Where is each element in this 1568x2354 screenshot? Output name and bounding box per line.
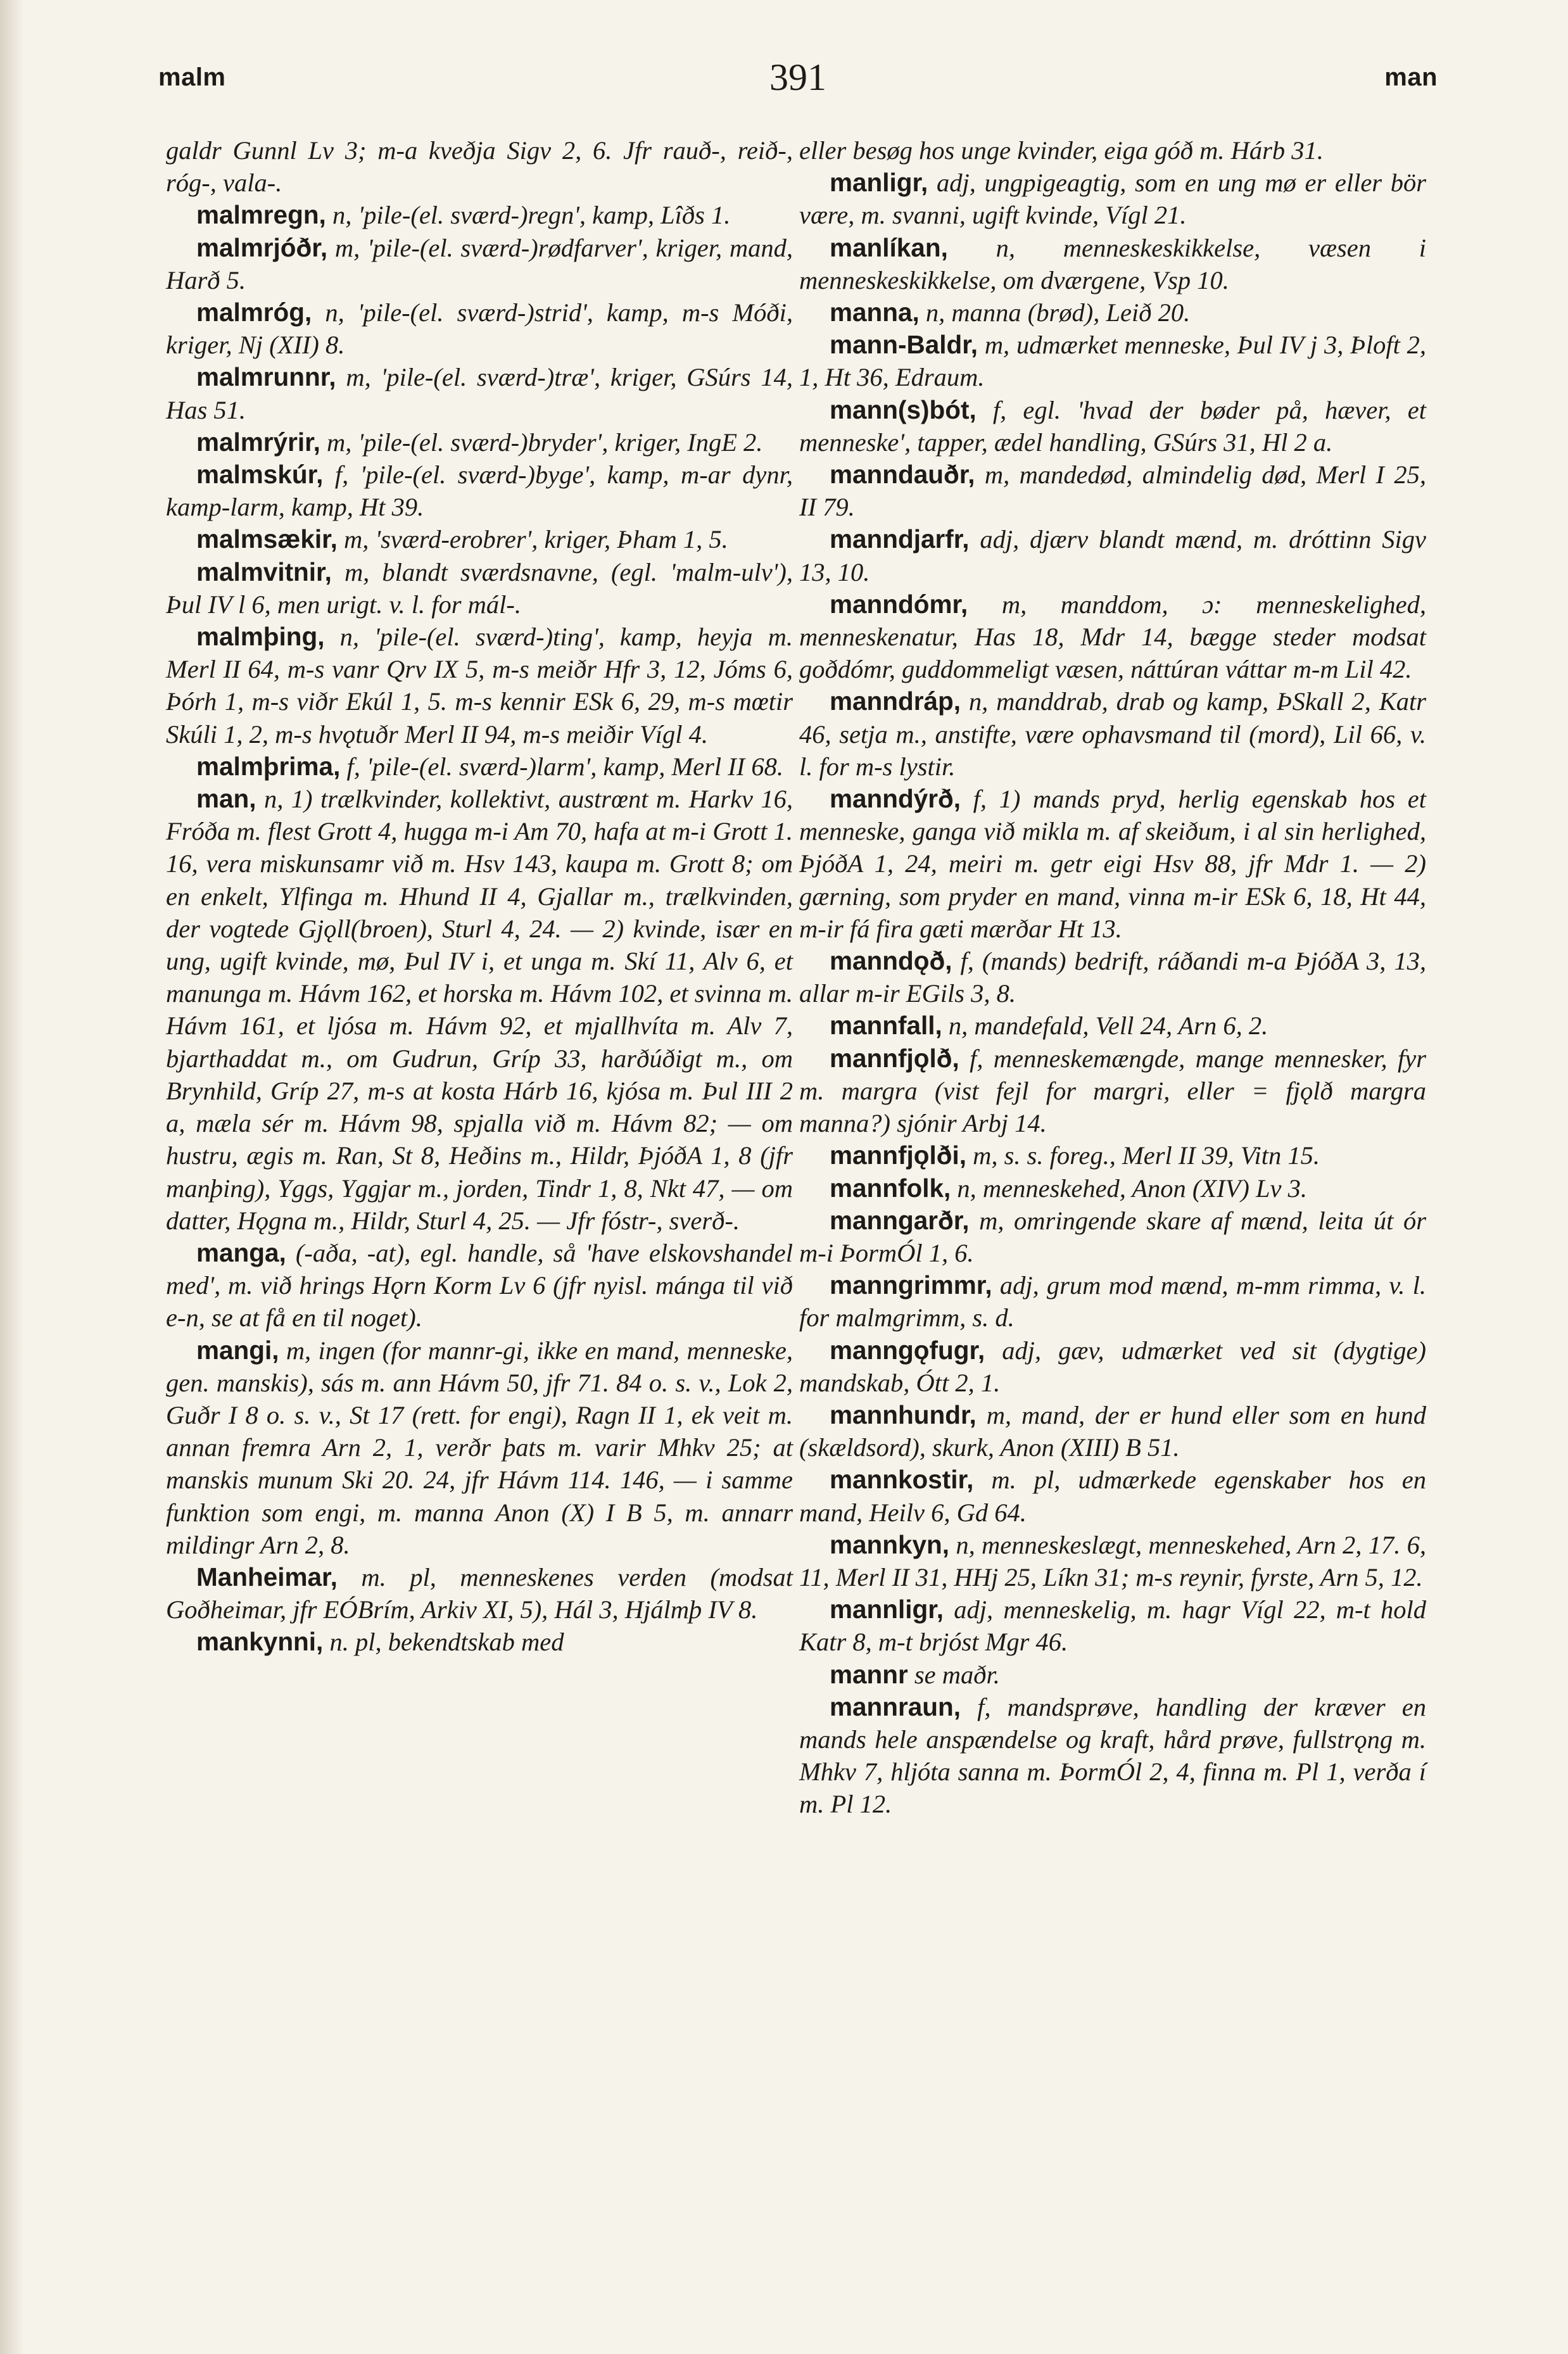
- entry-headword: malmvitnir,: [196, 557, 332, 586]
- entry-headword: mann-Baldr,: [830, 330, 978, 360]
- entry-body: n, menneskehed, Anon (XIV) Lv 3.: [957, 1174, 1307, 1203]
- dictionary-entry: [799, 459, 1426, 523]
- entry-headword: mankynni,: [196, 1627, 324, 1657]
- entry-body: m, 'pile-(el. sværd-)rødfarver', kriger, mand, Harð 5.: [166, 233, 793, 294]
- dictionary-entry: [799, 1399, 1426, 1464]
- dictionary-entry: [799, 134, 1426, 167]
- entry-body: m. pl, udmærkede egenskaber hos en mand, Heilv 6, Gd 64.: [799, 1465, 1426, 1527]
- entry-body: m, omringende skare af mænd, leita út ór m-i ÞormÓl 1, 6.: [799, 1206, 1426, 1267]
- entry-headword: manga,: [196, 1237, 286, 1267]
- entry-headword: mannfolk,: [830, 1173, 951, 1203]
- entry-body: m, 'pile-(el. sværd-)træ', kriger, GSúrs 14, Has 51.: [166, 363, 793, 424]
- entry-body: n, mandefald, Vell 24, Arn 6, 2.: [948, 1011, 1268, 1041]
- dictionary-entry: [166, 783, 793, 1237]
- entry-headword: manngǫfugr,: [830, 1335, 985, 1365]
- entry-headword: manndjarfr,: [830, 524, 970, 554]
- entry-headword: manngrimmr,: [830, 1270, 992, 1300]
- dictionary-entry: [799, 523, 1426, 588]
- dictionary-entry: [166, 750, 793, 783]
- entry-headword: mannfjǫlð,: [830, 1043, 959, 1073]
- dictionary-entry: [166, 426, 793, 459]
- dictionary-entry: [799, 394, 1426, 459]
- dictionary-entry: [799, 1042, 1426, 1140]
- entry-body: galdr Gunnl Lv 3; m-a kveðja Sigv 2, 6. Jfr rauð-, reið-, róg-, vala-.: [166, 136, 793, 198]
- entry-headword: manlíkan,: [830, 232, 948, 262]
- entry-headword: malmrjóðr,: [196, 232, 328, 262]
- dictionary-entry: [166, 556, 793, 621]
- right-running-headword: man: [1384, 63, 1438, 91]
- entry-headword: Manheimar,: [196, 1562, 338, 1591]
- dictionary-entry: [799, 685, 1426, 783]
- entry-body: f, 'pile-(el. sværd-)larm', kamp, Merl II 68.: [346, 752, 784, 781]
- entry-body: adj, grum mod mænd, m-mm rimma, v. l. for malmgrimm, s. d.: [799, 1271, 1427, 1332]
- dictionary-entry: [166, 1334, 793, 1561]
- dictionary-entry: [799, 945, 1426, 1009]
- entry-body: se maðr.: [914, 1660, 1000, 1689]
- entry-body: f, (mands) bedrift, ráðandi m-a ÞjóðA 3, 13, allar m-ir EGils 3, 8.: [799, 947, 1427, 1008]
- entry-headword: malmsækir,: [196, 524, 338, 554]
- entry-headword: malmþing,: [196, 622, 325, 652]
- entry-headword: malmþrima,: [196, 751, 341, 781]
- dictionary-entry: [166, 134, 793, 199]
- entry-body: n, 'pile-(el. sværd-)regn', kamp, Lîðs 1.: [332, 201, 731, 230]
- left-column: [166, 134, 793, 1659]
- entry-body: m, mandedød, almindelig død, Merl I 25, II 79.: [799, 460, 1426, 522]
- entry-body: adj, menneskelig, m. hagr Vígl 22, m-t hold Katr 8, m-t brjóst Mgr 46.: [799, 1595, 1426, 1657]
- dictionary-entry: [166, 296, 793, 361]
- entry-body: n, 1) trælkvinder, kollektivt, austrœnt m. Harkv 16, Fróða m. flest Grott 4, hugga m-i Am 70, hafa at m-i Grott 1. 16, vera miskunsamr við m. Hsv 143, kaupa m. Grott 8; om en enkelt, Ylfinga m. Hhund II 4, Gjallar m., trælkvinden, der vogtede Gjǫll(broen), Sturl 4, 24. — 2) kvinde, især en ung, ugift kvinde, mø, Þul IV i, et unga m. Skí 11, Alv 6, et manunga m. Hávm 162, et horska m. Hávm 102, et svinna m. Hávm 161, et ljósa m. Hávm 92, et mjallhvíta m. Alv 7, bjarthaddat m., om Gudrun, Gríp 33, harðúðigt m., om Brynhild, Gríp 27, m-s at kosta Hárb 16, kjósa m. Þul III 2 a, mæla sér m. Hávm 98, spjalla við m. Hávm 82; — om hustru, ægis m. Ran, St 8, Heðins m., Hildr, ÞjóðA 1, 8 (jfr manþing), Yggs, Yggjar m., jorden, Tindr 1, 8, Nkt 47, — om datter, Hǫgna m., Hildr, Sturl 4, 25. — Jfr fóstr-, sverð-.: [166, 785, 793, 1235]
- dictionary-entry: [166, 523, 793, 555]
- entry-body: m, 'sværd-erobrer', kriger, Þham 1, 5.: [344, 525, 728, 554]
- entry-body: f, 1) mands pryd, herlig egenskab hos et menneske, ganga við mikla m. af skeiðum, i al sin herlighed, ÞjóðA 1, 24, meiri m. getr eigi Hsv 88, jfr Mdr 1. — 2) gærning, som pryder en mand, vinna m-ir ESk 6, 18, Ht 44, m-ir fá fira gæti mærðar Ht 13.: [799, 785, 1427, 943]
- entry-body: f, menneskemængde, mange mennesker, fyr m. margra (vist fejl for margri, eller = fjǫlð margra manna?) sjónir Arbj 14.: [799, 1044, 1426, 1138]
- entry-body: m, 'pile-(el. sværd-)bryder', kriger, IngE 2.: [327, 427, 763, 457]
- dictionary-entry: [799, 1593, 1426, 1658]
- entry-body: n, 'pile-(el. sværd-)strid', kamp, m-s Móði, kriger, Nj (XII) 8.: [166, 298, 793, 360]
- left-running-headword: malm: [158, 63, 226, 91]
- entry-headword: mangi,: [196, 1335, 279, 1365]
- dictionary-entry: [799, 1334, 1426, 1399]
- entry-body: adj, ungpigeagtig, som en ung mø er eller bör være, m. svanni, ugift kvinde, Vígl 21.: [799, 168, 1426, 230]
- entry-body: n, 'pile-(el. sværd-)ting', kamp, heyja m. Merl II 64, m-s vanr Qrv IX 5, m-s meiðr Hfr 3, 12, Jóms 6, Þórh 1, m-s viðr Ekúl 1, 5. m-s kennir ESk 6, 29, m-s mœtir Skúli 1, 2, m-s hvǫtuðr Merl II 94, m-s meiðir Vígl 4.: [166, 623, 793, 749]
- entry-body: f, egl. 'hvad der bøder på, hæver, et menneske', tapper, ædel handling, GSúrs 31, Hl 2 a.: [799, 395, 1426, 457]
- entry-headword: manndráp,: [830, 687, 961, 716]
- entry-headword: manndǫð,: [830, 946, 952, 976]
- entry-headword: mannkyn,: [830, 1529, 950, 1559]
- entry-body: (-aða, -at), egl. handle, så 'have elskovshandel med', m. við hrings Hǫrn Korm Lv 6 (jfr nyisl. mánga til við e-n, se at få en til noget).: [166, 1238, 793, 1332]
- entry-headword: mannligr,: [830, 1595, 944, 1624]
- entry-body: n, manna (brød), Leið 20.: [925, 298, 1191, 327]
- entry-body: m, mand, der er hund eller som en hund (skældsord), skurk, Anon (XIII) B 51.: [799, 1400, 1427, 1462]
- entry-headword: manndauðr,: [830, 460, 975, 490]
- entry-headword: malmregn,: [196, 200, 326, 230]
- entry-headword: malmskúr,: [196, 460, 324, 490]
- entry-body: m, udmærket menneske, Þul IV j 3, Þloft 2, 1, Ht 36, Edraum.: [799, 331, 1427, 392]
- entry-headword: manngarðr,: [830, 1205, 970, 1235]
- dictionary-entry: [799, 1659, 1426, 1691]
- dictionary-entry: [799, 1205, 1426, 1269]
- dictionary-entry: [799, 1009, 1426, 1042]
- dictionary-entry: [799, 783, 1426, 945]
- entry-headword: mannhundr,: [830, 1400, 977, 1429]
- entry-headword: mannraun,: [830, 1692, 961, 1721]
- dictionary-entry: [166, 1626, 793, 1658]
- entry-body: n, menneskeslægt, menneskehed, Arn 2, 17. 6, 11, Merl II 31, HHj 25, Líkn 31; m-s reynir, fyrste, Arn 5, 12.: [799, 1530, 1426, 1591]
- dictionary-entry: [799, 1172, 1426, 1205]
- entry-body: m, manddom, ɔ: menneskelighed, menneskenatur, Has 18, Mdr 14, bægge steder modsat goðdómr, guddommeligt væsen, náttúran váttar m-m Lil 42.: [799, 590, 1426, 684]
- dictionary-entry: [799, 232, 1426, 296]
- dictionary-entry: [799, 588, 1426, 686]
- entry-headword: malmrýrir,: [196, 427, 320, 457]
- entry-headword: man,: [196, 784, 256, 814]
- entry-headword: manndómr,: [830, 589, 968, 619]
- dictionary-entry: [799, 1139, 1426, 1172]
- entry-body: n, menneskeskikkelse, væsen i menneskeskikkelse, om dværgene, Vsp 10.: [799, 233, 1426, 294]
- entry-headword: mann(s)bót,: [830, 395, 977, 424]
- page-number: 391: [769, 56, 826, 98]
- dictionary-entry: [166, 621, 793, 750]
- entry-body: m, ingen (for mannr-gi, ikke en mand, menneske, gen. manskis), sás m. ann Hávm 50, jfr 71. 84 o. s. v., Lok 2, Guðr I 8 o. s. v., St 17 (rett. for engi), Ragn II 1, ek veit m. annan fremra Arn 2, 1, verðr þats m. varir Mhkv 25; at manskis munum Ski 20. 24, jfr Hávm 114. 146, — i samme funktion som engi, m. manna Anon (X) I B 5, m. annarr mildingr Arn 2, 8.: [166, 1336, 793, 1559]
- entry-body: adj, gæv, udmærket ved sit (dygtige) mandskab, Ótt 2, 1.: [799, 1336, 1427, 1397]
- entry-body: n, manddrab, drab og kamp, ÞSkall 2, Katr 46, setja m., anstifte, være ophavsmand til (mord), Lil 66, v. l. for m-s lystir.: [799, 687, 1426, 781]
- dictionary-entry: [166, 199, 793, 231]
- entry-headword: mannr: [830, 1659, 908, 1689]
- entry-body: m. pl, menneskenes verden (modsat Goðheimar, jfr EÓBrím, Arkiv XI, 5), Hál 3, Hjálmþ IV 8.: [166, 1562, 793, 1624]
- entry-body: adj, djærv blandt mænd, m. dróttinn Sigv 13, 10.: [799, 525, 1427, 586]
- entry-body: m, s. s. foreg., Merl II 39, Vitn 15.: [973, 1141, 1320, 1170]
- dictionary-entry: [166, 361, 793, 426]
- dictionary-entry: [166, 1237, 793, 1334]
- page-header: [158, 56, 1438, 113]
- dictionary-entry: [799, 1269, 1426, 1334]
- dictionary-entry: [799, 1464, 1426, 1528]
- entry-headword: mannfall,: [830, 1011, 942, 1041]
- dictionary-entry: [166, 459, 793, 523]
- dictionary-entry: [799, 1529, 1426, 1593]
- entry-headword: malmróg,: [196, 298, 312, 327]
- entry-body: f, mandsprøve, handling der kræver en mands hele anspændelse og kraft, hård prøve, fullstrǫng m. Mhkv 7, hljóta sanna m. ÞormÓl 2, 4, finna m. Pl 1, verða í m. Pl 12.: [799, 1692, 1427, 1819]
- entry-headword: manna,: [830, 298, 920, 327]
- dictionary-entry: [166, 232, 793, 296]
- dictionary-entry: [799, 167, 1426, 231]
- dictionary-entry: [799, 1691, 1426, 1821]
- entry-body: m, blandt sværdsnavne, (egl. 'malm-ulv'), Þul IV l 6, men urigt. v. l. for mál-.: [166, 557, 793, 619]
- dictionary-entry: [799, 296, 1426, 329]
- entry-headword: manligr,: [830, 168, 928, 198]
- entry-body: n. pl, bekendtskab med: [329, 1628, 564, 1657]
- entry-headword: malmrunnr,: [196, 362, 336, 392]
- entry-headword: mannkostir,: [830, 1465, 974, 1495]
- right-column: [799, 134, 1426, 1821]
- entry-body: f, 'pile-(el. sværd-)byge', kamp, m-ar dynr, kamp-larm, kamp, Ht 39.: [166, 460, 793, 522]
- page-edge-shadow: [0, 0, 24, 2354]
- dictionary-entry: [166, 1561, 793, 1626]
- entry-body: eller besøg hos unge kvinder, eiga góð m. Hárb 31.: [799, 136, 1324, 165]
- dictionary-entry: [799, 329, 1426, 393]
- entry-headword: mannfjǫlði,: [830, 1141, 966, 1170]
- entry-headword: manndýrð,: [830, 784, 961, 814]
